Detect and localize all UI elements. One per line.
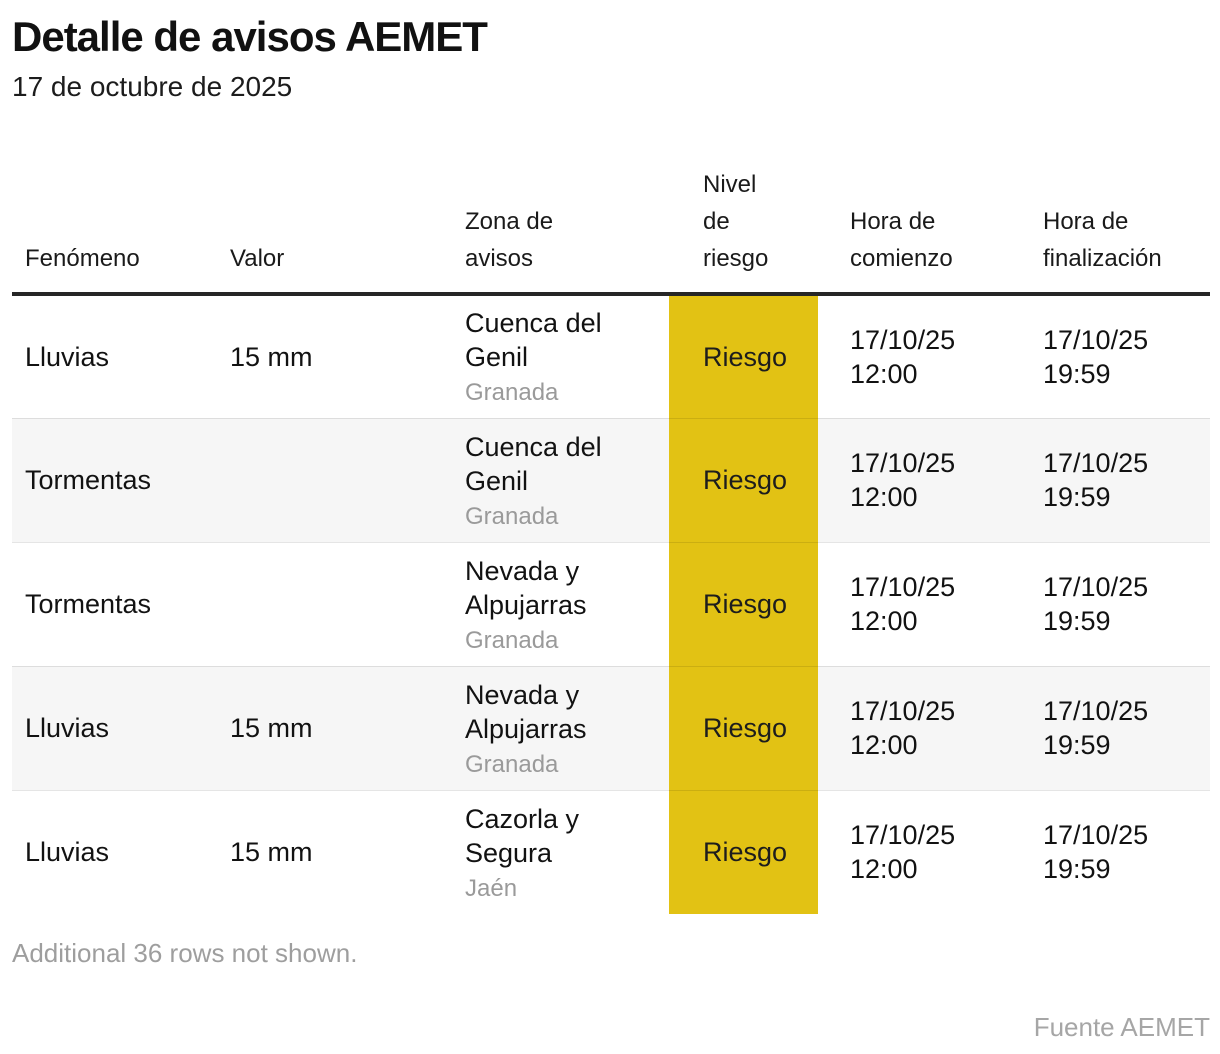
- cell-hora-finalizacion: 17/10/25 19:59: [1030, 666, 1210, 790]
- cell-valor: 15 mm: [217, 666, 452, 790]
- table-row: [12, 666, 1210, 790]
- column-header-valor: Valor: [230, 245, 285, 272]
- risk-badge: Riesgo: [703, 589, 788, 619]
- column-header-finalizacion: Hora de finalización: [1043, 208, 1162, 272]
- table-row: [12, 294, 1210, 418]
- cell-hora-finalizacion: 17/10/25 19:59: [1043, 324, 1149, 389]
- zona-name: Nevada y Alpujarras: [465, 679, 587, 744]
- zona-provincia: Granada: [465, 502, 559, 530]
- column-header-fenomeno: Fenómeno: [25, 245, 140, 272]
- cell-nivel-riesgo: [669, 294, 818, 418]
- table-row: [12, 542, 1210, 666]
- cell-nivel-riesgo: [669, 542, 818, 666]
- cell-nivel-riesgo: [669, 790, 818, 914]
- risk-badge: Riesgo: [703, 713, 788, 743]
- cell-fenomeno: Lluvias: [12, 666, 217, 790]
- risk-badge: Riesgo: [703, 341, 788, 372]
- cell-zona: [452, 542, 669, 666]
- cell-valor: 15 mm: [230, 341, 313, 372]
- cell-nivel-riesgo: [669, 418, 818, 542]
- cell-fenomeno: Lluvias: [12, 790, 217, 914]
- cell-hora-comienzo: 17/10/25 12:00: [850, 324, 956, 389]
- cell-nivel-riesgo: [669, 666, 818, 790]
- zona-provincia: Granada: [465, 626, 559, 654]
- table-header: [12, 104, 1210, 294]
- truncation-note: Additional 36 rows not shown.: [12, 938, 358, 968]
- cell-hora-finalizacion: 17/10/25 19:59: [1030, 790, 1210, 914]
- alerts-table: [12, 104, 1210, 914]
- zona-name: Cuenca del Genil: [465, 308, 602, 373]
- zona-name: Nevada y Alpujarras: [465, 555, 587, 620]
- page-subtitle: 17 de octubre de 2025: [12, 71, 293, 102]
- cell-fenomeno: Tormentas: [12, 542, 217, 666]
- risk-badge: Riesgo: [703, 837, 788, 868]
- table-row: [12, 418, 1210, 542]
- zona-provincia: Jaén: [465, 874, 518, 902]
- cell-hora-finalizacion: 17/10/25 19:59: [1030, 542, 1210, 666]
- cell-fenomeno: Lluvias: [25, 341, 110, 372]
- cell-hora-finalizacion: 17/10/25 19:59: [1030, 418, 1210, 542]
- zona-name: Cuenca del Genil: [465, 431, 602, 496]
- cell-hora-comienzo: 17/10/25 12:00: [818, 790, 1030, 914]
- cell-zona: [452, 294, 669, 418]
- cell-valor: [217, 542, 452, 666]
- cell-zona: [452, 418, 669, 542]
- table-row: [12, 790, 1210, 914]
- risk-badge: Riesgo: [703, 465, 788, 495]
- cell-valor: [217, 418, 452, 542]
- page-title: Detalle de avisos AEMET: [12, 13, 487, 60]
- cell-hora-comienzo: 17/10/25 12:00: [818, 542, 1030, 666]
- header-row: [12, 104, 1210, 294]
- source-credit: Fuente AEMET: [1033, 1012, 1210, 1042]
- cell-fenomeno: Tormentas: [12, 418, 217, 542]
- cell-hora-comienzo: 17/10/25 12:00: [818, 418, 1030, 542]
- table-body: [12, 294, 1210, 914]
- cell-zona: [452, 790, 669, 914]
- cell-zona: [452, 666, 669, 790]
- column-header-comienzo: Hora de comienzo: [850, 208, 953, 272]
- column-header-zona: Zona de avisos: [465, 208, 554, 272]
- zona-provincia: Granada: [465, 750, 559, 778]
- column-header-nivel: Nivel de riesgo: [703, 171, 769, 272]
- cell-valor: 15 mm: [217, 790, 452, 914]
- cell-hora-comienzo: 17/10/25 12:00: [818, 666, 1030, 790]
- zona-provincia: Granada: [465, 379, 559, 407]
- zona-name: Cazorla y Segura: [465, 803, 580, 868]
